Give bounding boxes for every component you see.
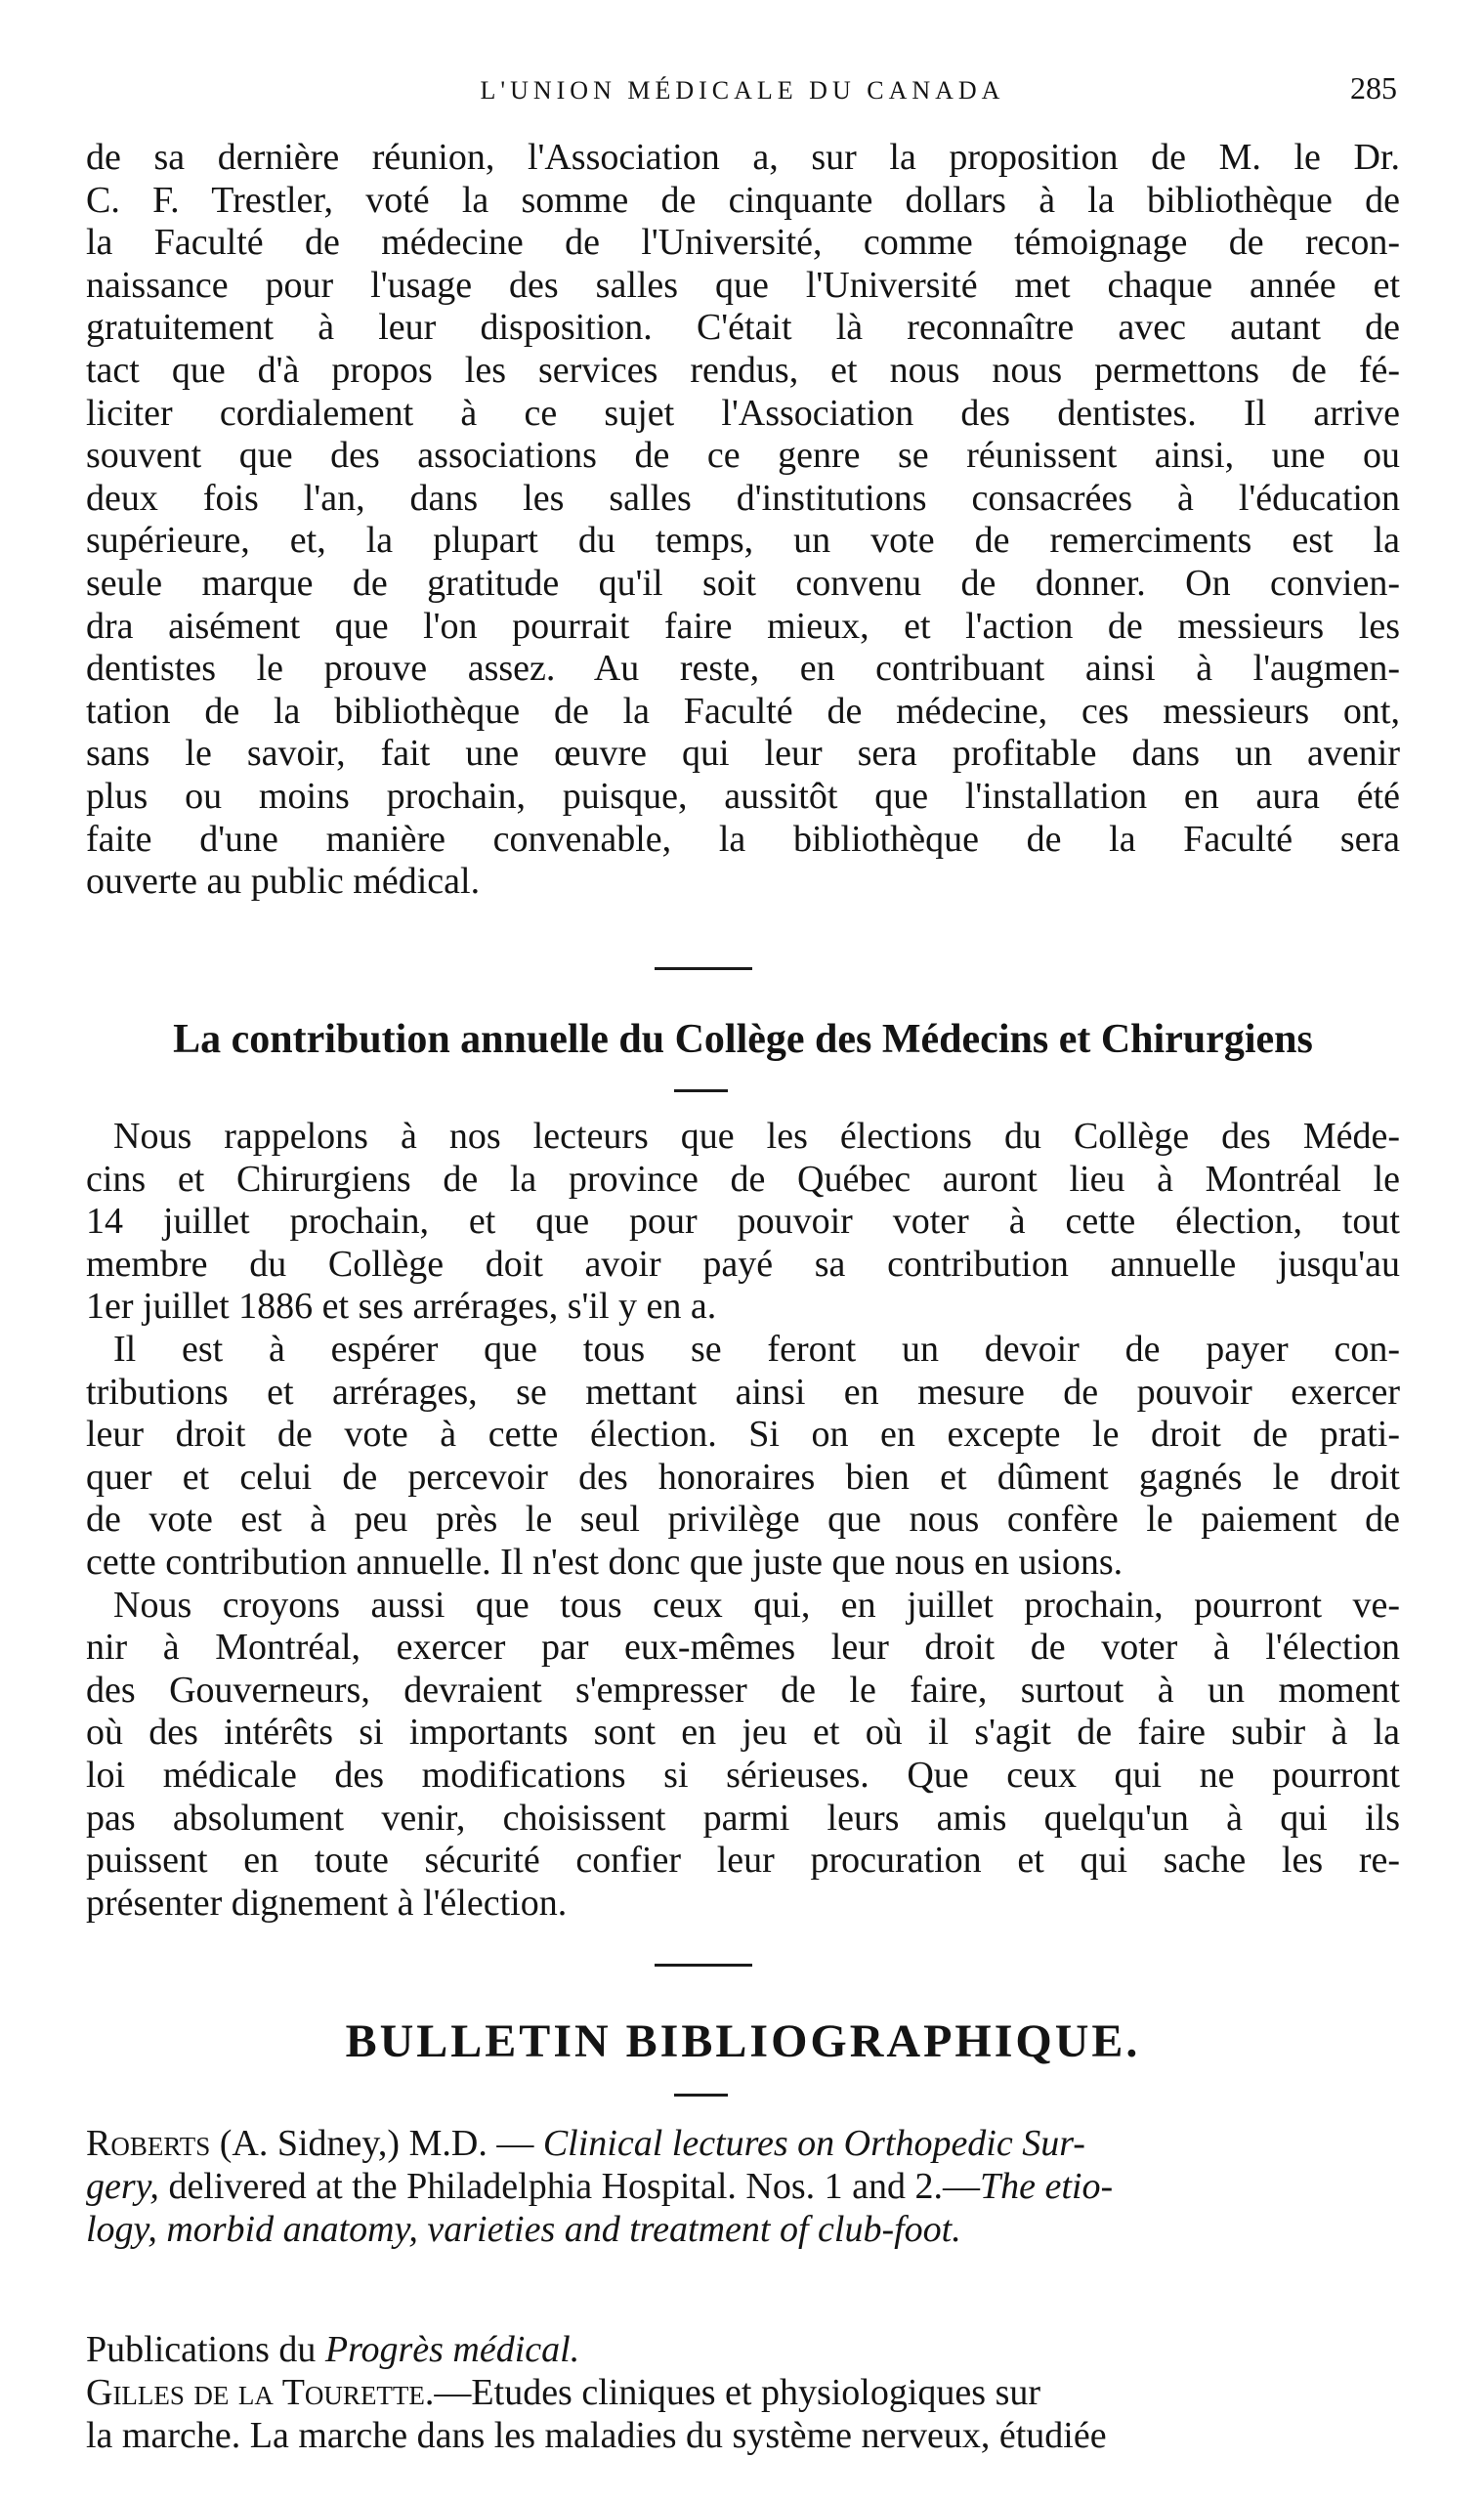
text-line: des Gouverneurs, devraient s'empresser de le faire, surtout à un moment (86, 1669, 1400, 1711)
text-line: 14 juillet prochain, et que pour pouvoir voter à cette élection, tout (86, 1201, 1400, 1243)
entry-line (86, 2122, 1400, 2165)
text-line: C. F. Trestler, voté la somme de cinquante dollars à la bibliothèque de (86, 179, 1400, 221)
text-line: naissance pour l'usage des salles que l'Université met chaque année et (86, 264, 1400, 306)
text-line: dra aisément que l'on pourrait faire mieux, et l'action de messieurs les (86, 605, 1400, 647)
text-line: leur droit de vote à cette élection. Si on en excepte le droit de prati- (86, 1414, 1400, 1456)
text-line: souvent que des associations de ce genre se réunissent ainsi, une ou (86, 435, 1400, 477)
text-line: la Faculté de médecine de l'Université, comme témoignage de recon- (86, 222, 1400, 264)
text-line: loi médicale des modifications si sérieuses. Que ceux qui ne pourront (86, 1754, 1400, 1796)
entry-text: Publications du (86, 2329, 325, 2370)
entry-author: Roberts (86, 2123, 211, 2164)
text-line: de vote est à peu près le seul privilège que nous confère le paiement de (86, 1499, 1400, 1541)
bibliography-entry-roberts (86, 2122, 1400, 2251)
text-line: deux fois l'an, dans les salles d'institutions consacrées à l'éducation (86, 477, 1400, 519)
entry-text: delivered at the Philadelphia Hospital. Nos. 1 and 2.— (158, 2166, 980, 2207)
text-line: présenter dignement à l'élection. (86, 1882, 568, 1924)
text-line: seule marque de gratitude qu'il soit convenu de donner. On convien- (86, 562, 1400, 604)
text-line: Nous croyons aussi que tous ceux qui, en juillet prochain, pourront ve- (113, 1584, 1400, 1626)
text-line: plus ou moins prochain, puisque, aussitôt que l'installation en aura été (86, 775, 1400, 817)
page-number: 285 (1350, 70, 1397, 106)
text-line: sans le savoir, fait une œuvre qui leur sera profitable dans un avenir (86, 733, 1400, 775)
text-line: puissent en toute sécurité confier leur procuration et qui sache les re- (86, 1840, 1400, 1882)
text-line: pas absolument venir, choisissent parmi leurs amis quelqu'un à qui ils (86, 1797, 1400, 1839)
bibliography-entry-tourette (86, 2328, 1400, 2457)
paragraph-college (86, 1116, 1400, 1925)
text-line: tributions et arrérages, se mettant ainsi en mesure de pouvoir exercer (86, 1371, 1400, 1413)
text-line: dentistes le prouve assez. Au reste, en contribuant ainsi à l'augmen- (86, 648, 1400, 690)
text-line: de sa dernière réunion, l'Association a, sur la proposition de M. le Dr. (86, 137, 1400, 178)
running-head (88, 70, 1397, 109)
text-line: cins et Chirurgiens de la province de Québec auront lieu à Montréal le (86, 1158, 1400, 1200)
text-line: Nous rappelons à nos lecteurs que les élections du Collège des Méde- (113, 1116, 1400, 1157)
publication-name: Progrès médical. (324, 2329, 580, 2370)
heading-rule (674, 1089, 728, 1092)
text-line: nir à Montréal, exercer par eux-mêmes leur droit de voter à l'élection (86, 1627, 1400, 1669)
text-line: supérieure, et, la plupart du temps, un vote de remerciments est la (86, 520, 1400, 562)
text-line: gratuitement à leur disposition. C'était là reconnaître avec autant de (86, 307, 1400, 349)
entry-text: (A. Sidney,) M.D. — (210, 2123, 543, 2164)
text-line: membre du Collège doit avoir payé sa contribution annuelle jusqu'au (86, 1243, 1400, 1285)
entry-subtitle: logy, morbid anatomy, varieties and treatment of club-foot. (86, 2209, 961, 2250)
section-heading-contribution: La contribution annuelle du Collège des Médecins et Chirurgiens (173, 1017, 1313, 1062)
text-line: cette contribution annuelle. Il n'est donc que juste que nous en usions. (86, 1541, 1124, 1583)
entry-title: Clinical lectures on Orthopedic Sur- (542, 2123, 1085, 2164)
entry-line (86, 2208, 1400, 2251)
text-line: ouverte au public médical. (86, 861, 481, 903)
entry-line (86, 2371, 1400, 2414)
entry-subtitle: The etio- (979, 2166, 1114, 2207)
text-line: tation de la bibliothèque de la Faculté de médecine, ces messieurs ont, (86, 690, 1400, 732)
entry-line (86, 2165, 1400, 2208)
journal-title: L'UNION MÉDICALE DU CANADA (480, 76, 1005, 105)
text-line: 1er juillet 1886 et ses arrérages, s'il y en a. (86, 1286, 717, 1328)
text-line: liciter cordialement à ce sujet l'Association des dentistes. Il arrive (86, 392, 1400, 434)
entry-author: Gilles de la Tourette (86, 2372, 425, 2413)
entry-title: gery, (86, 2166, 159, 2207)
text-line: faite d'une manière convenable, la bibliothèque de la Faculté sera (86, 818, 1400, 860)
entry-line: la marche. La marche dans les maladies du système nerveux, étudiée (86, 2415, 1107, 2456)
entry-line (86, 2328, 1400, 2371)
text-line: où des intérêts si importants sont en jeu et où il s'agit de faire subir à la (86, 1712, 1400, 1754)
section-divider (655, 1964, 752, 1967)
paragraph-association (86, 137, 1400, 904)
text-line: quer et celui de percevoir des honoraires bien et dûment gagnés le droit (86, 1456, 1400, 1498)
heading-rule (674, 2094, 728, 2097)
bulletin-heading: BULLETIN BIBLIOGRAPHIQUE. (345, 2015, 1141, 2067)
text-line: Il est à espérer que tous se feront un devoir de payer con- (113, 1328, 1400, 1370)
entry-text: .—Etudes cliniques et physiologiques sur (424, 2372, 1041, 2413)
text-line: tact que d'à propos les services rendus, et nous nous permettons de fé- (86, 349, 1400, 391)
section-divider (655, 967, 752, 970)
